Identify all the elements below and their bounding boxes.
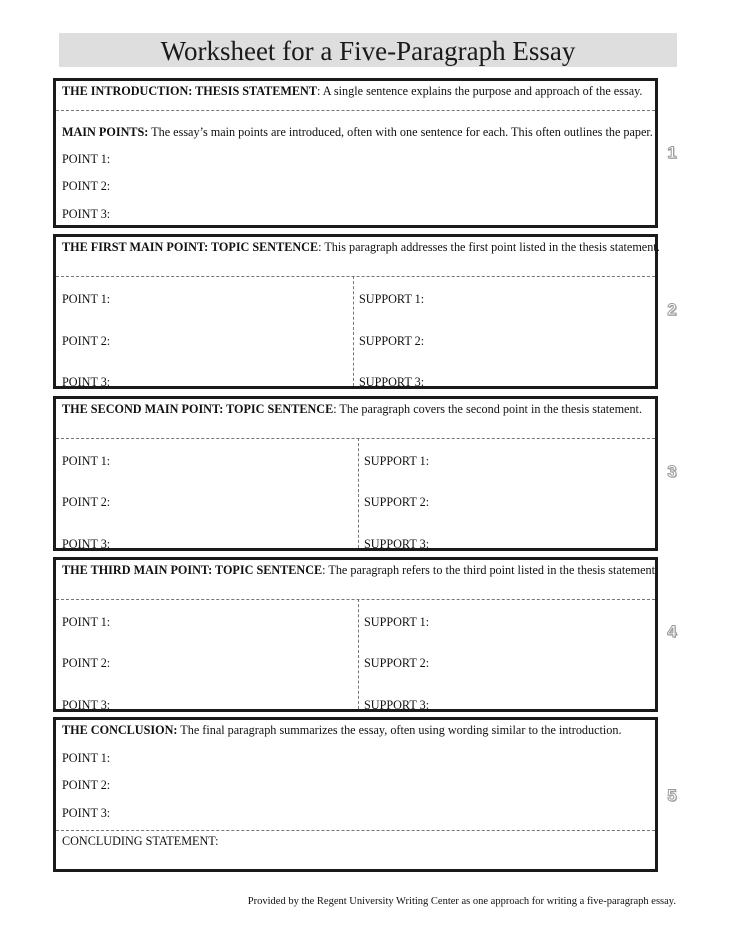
section-number-2: 2 <box>667 300 677 319</box>
intro-heading-line <box>62 84 642 98</box>
main-points-description: The essay’s main points are introduced, often with one sentence for each. This often outlines the paper. <box>148 125 653 139</box>
third-support-2: SUPPORT 2: <box>364 656 430 670</box>
main-points-line <box>62 125 653 139</box>
first-support-1: SUPPORT 1: <box>359 292 425 306</box>
first-heading: THE FIRST MAIN POINT: TOPIC SENTENCE <box>62 240 319 254</box>
conclusion-heading: THE CONCLUSION: <box>62 723 178 737</box>
divider <box>56 438 655 439</box>
column-divider <box>353 276 354 386</box>
third-heading: THE THIRD MAIN POINT: TOPIC SENTENCE <box>62 563 323 577</box>
intro-point-1: POINT 1: <box>62 152 111 166</box>
section-number-5: 5 <box>667 786 677 805</box>
first-point-1: POINT 1: <box>62 292 111 306</box>
intro-point-3: POINT 3: <box>62 207 111 221</box>
second-point-2: POINT 2: <box>62 495 111 509</box>
introduction-section <box>53 78 658 228</box>
conclusion-section <box>53 717 658 872</box>
conclusion-point-3: POINT 3: <box>62 806 111 820</box>
footer-credit: Provided by the Regent University Writing Center as one approach for writing a five-paragraph essay. <box>247 896 676 907</box>
third-point-section <box>53 557 658 712</box>
third-point-2: POINT 2: <box>62 656 111 670</box>
divider <box>56 830 655 831</box>
section-number-3: 3 <box>667 462 677 481</box>
third-description: : The paragraph refers to the third point listed in the thesis statement. <box>322 563 659 577</box>
third-point-1: POINT 1: <box>62 615 111 629</box>
first-support-2: SUPPORT 2: <box>359 334 425 348</box>
column-divider <box>358 438 359 548</box>
conclusion-heading-line <box>62 723 622 737</box>
main-points-heading: MAIN POINTS: <box>62 125 149 139</box>
intro-point-2: POINT 2: <box>62 179 111 193</box>
third-heading-line <box>62 563 658 577</box>
intro-description: : A single sentence explains the purpose and approach of the essay. <box>316 84 643 98</box>
divider <box>56 276 655 277</box>
concluding-statement: CONCLUDING STATEMENT: <box>62 834 219 848</box>
conclusion-description: The final paragraph summarizes the essay, often using wording similar to the introduction. <box>177 723 622 737</box>
first-point-3: POINT 3: <box>62 375 111 389</box>
second-support-2: SUPPORT 2: <box>364 495 430 509</box>
second-point-3: POINT 3: <box>62 537 111 551</box>
first-heading-line <box>62 240 660 254</box>
first-support-3: SUPPORT 3: <box>359 375 425 389</box>
third-point-3: POINT 3: <box>62 698 111 712</box>
divider <box>56 599 655 600</box>
second-description: : The paragraph covers the second point in the thesis statement. <box>333 402 642 416</box>
page-title: Worksheet for a Five-Paragraph Essay <box>59 33 677 67</box>
first-point-section <box>53 234 658 389</box>
first-point-2: POINT 2: <box>62 334 111 348</box>
divider <box>56 110 655 111</box>
third-support-1: SUPPORT 1: <box>364 615 430 629</box>
third-support-3: SUPPORT 3: <box>364 698 430 712</box>
section-number-1: 1 <box>667 143 677 162</box>
conclusion-point-2: POINT 2: <box>62 778 111 792</box>
second-point-section <box>53 396 658 551</box>
section-number-4: 4 <box>667 622 677 641</box>
second-support-1: SUPPORT 1: <box>364 454 430 468</box>
conclusion-point-1: POINT 1: <box>62 751 111 765</box>
second-heading: THE SECOND MAIN POINT: TOPIC SENTENCE <box>62 402 334 416</box>
intro-heading: THE INTRODUCTION: THESIS STATEMENT <box>62 84 317 98</box>
column-divider <box>358 599 359 709</box>
second-point-1: POINT 1: <box>62 454 111 468</box>
second-support-3: SUPPORT 3: <box>364 537 430 551</box>
first-description: : This paragraph addresses the first point listed in the thesis statement. <box>318 240 660 254</box>
second-heading-line <box>62 402 642 416</box>
